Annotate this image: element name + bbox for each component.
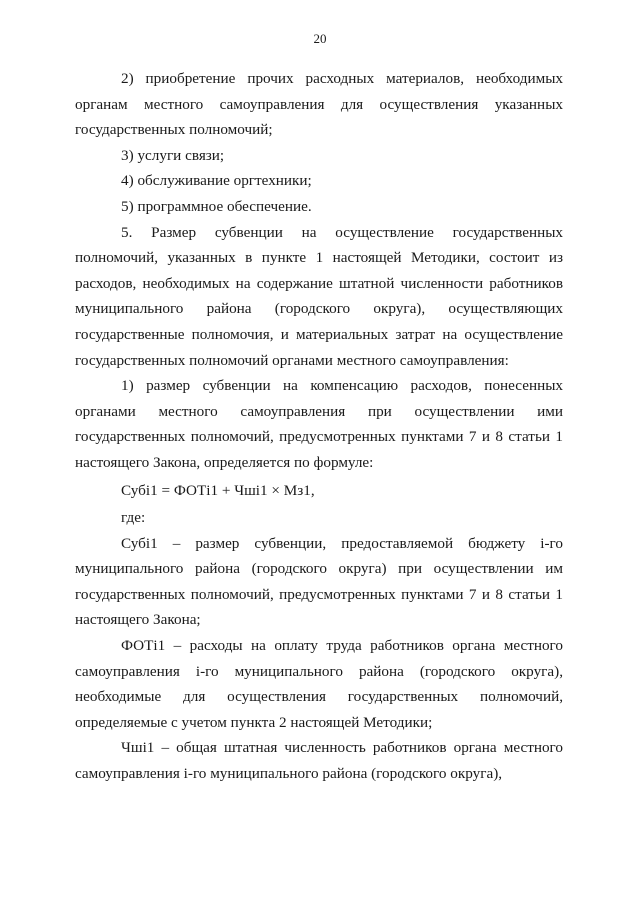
- definition-fot: ФОТi1 – расходы на оплату труда работников органа местного самоуправления i-го муниципального района (городского округа), необходимые для осуществления государственных полномочий, определяемые с учетом пункта 2 настоящей Методики;: [75, 637, 563, 731]
- paragraph-subsection-1: 1) размер субвенции на компенсацию расходов, понесенных органами местного самоуправления при осуществлении ими государственных полномочий, предусмотренных пунктами 7 и 8 статьи 1 настоящего Закона, определяется по формуле:: [75, 377, 563, 471]
- paragraph-item-2: 2) приобретение прочих расходных материалов, необходимых органам местного самоуправления для осуществления указанных государственных полномочий;: [75, 70, 563, 139]
- paragraph-item-5: 5) программное обеспечение.: [121, 197, 312, 215]
- paragraph-item-4: 4) обслуживание оргтехники;: [121, 172, 312, 190]
- formula: Субi1 = ФОТi1 + Чшi1 × Мз1,: [121, 481, 315, 499]
- paragraph-section-5: 5. Размер субвенции на осуществление государственных полномочий, указанных в пункте 1 настоящей Методики, состоит из расходов, необходимых на содержание штатной численности работников муниципального района (городского округа), осуществляющих государственные полномочия, и материальных затрат на осуществление государственных полномочий органами местного самоуправления:: [75, 223, 563, 369]
- definition-sub: Субi1 – размер субвенции, предоставляемой бюджету i-го муниципального района (городского округа) при осуществлении им государственных полномочий, предусмотренных пунктами 7 и 8 статьи 1 настоящего Закона;: [75, 534, 563, 629]
- page-number: 20: [313, 31, 327, 46]
- definition-chsh: Чшi1 – общая штатная численность работников органа местного самоуправления i-го муниципального района (городского округа),: [75, 739, 563, 783]
- paragraph-item-3: 3) услуги связи;: [121, 146, 225, 164]
- where-label: где:: [121, 509, 146, 527]
- document-body: [75, 66, 563, 787]
